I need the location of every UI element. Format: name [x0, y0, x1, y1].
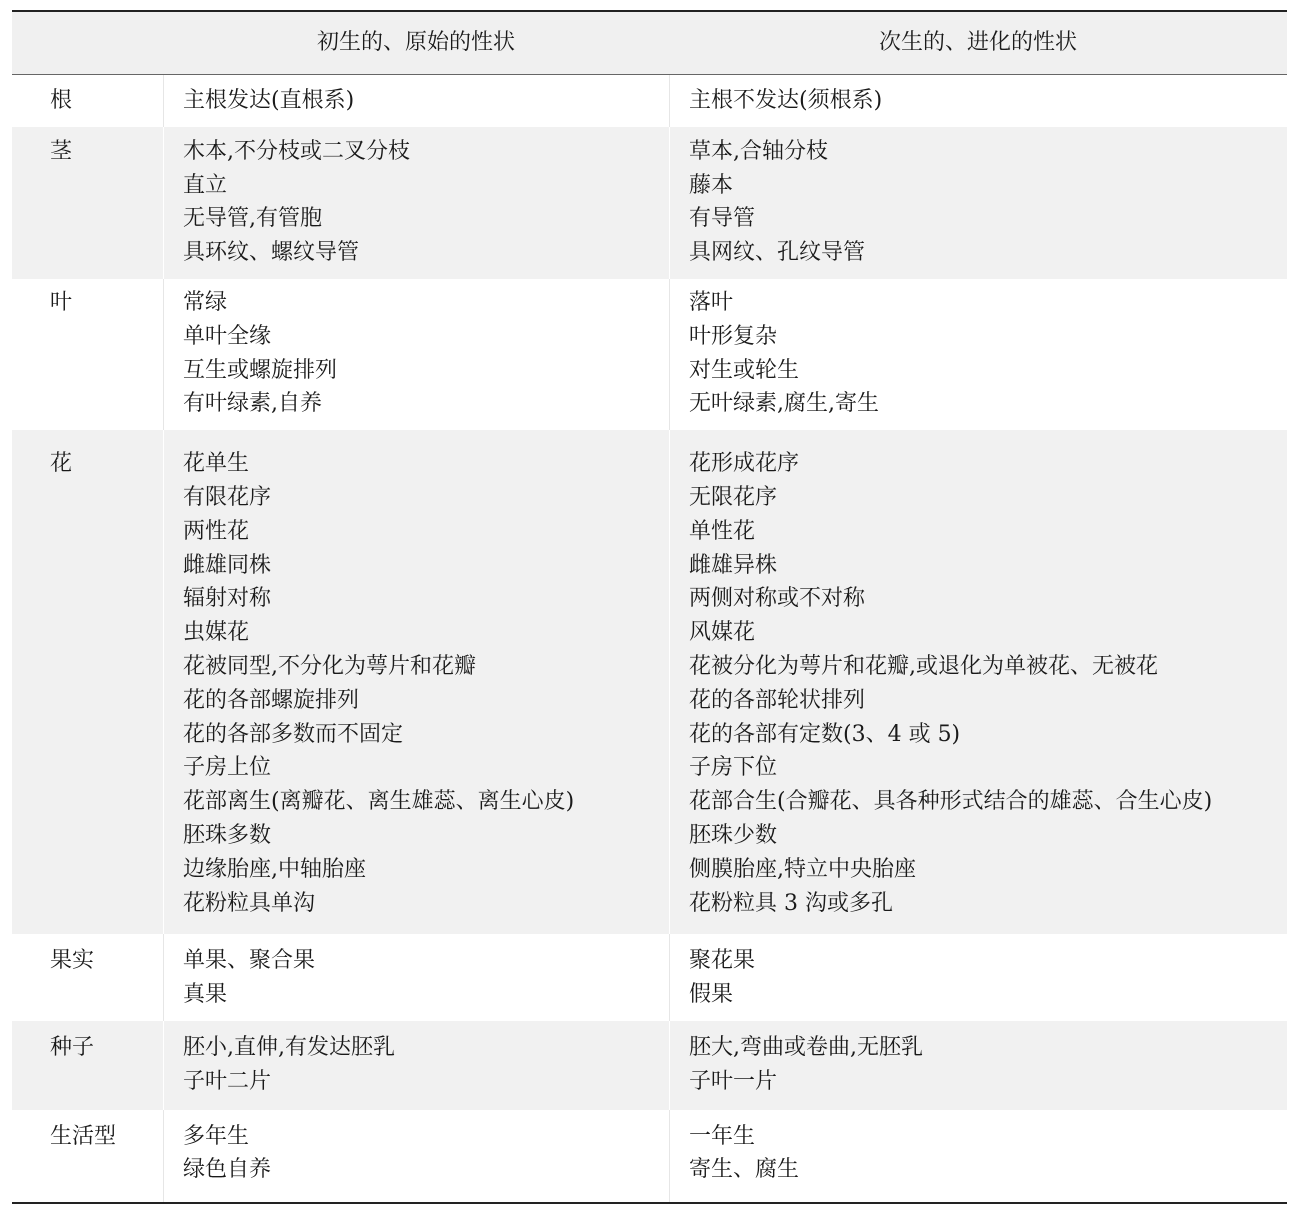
header-category: [12, 12, 163, 74]
row-category: 叶: [50, 289, 73, 315]
trait-line: 木本,不分枝或二叉分枝: [183, 138, 410, 164]
primitive-traits-cell: [163, 934, 669, 1021]
trait-line: 花被分化为萼片和花瓣,或退化为单被花、无被花: [689, 653, 1158, 679]
trait-line: 花的各部多数而不固定: [183, 721, 404, 747]
table-body: [12, 75, 1287, 1202]
trait-line: 对生或轮生: [689, 357, 800, 383]
trait-line: 落叶: [689, 289, 734, 315]
primitive-traits-cell: [163, 75, 669, 127]
table-row: [12, 127, 1287, 279]
advanced-traits-cell: [669, 934, 1287, 1021]
trait-line: 胚小,直伸,有发达胚乳: [183, 1034, 395, 1060]
trait-line: 有叶绿素,自养: [183, 391, 322, 417]
trait-line: 花形成花序: [689, 451, 800, 477]
trait-line: 边缘胎座,中轴胎座: [183, 856, 366, 882]
trait-line: 两侧对称或不对称: [689, 586, 866, 612]
primitive-traits-cell: [163, 127, 669, 279]
trait-line: 绿色自养: [183, 1157, 272, 1183]
trait-line: 聚花果: [689, 948, 756, 974]
trait-line: 具环纹、螺纹导管: [183, 240, 360, 266]
header-advanced-traits: 次生的、进化的性状: [878, 30, 1077, 56]
trait-line: 辐射对称: [183, 586, 272, 612]
trait-comparison-table: [12, 10, 1287, 1204]
trait-line: 花部离生(离瓣花、离生雄蕊、离生心皮): [183, 789, 575, 815]
trait-line: 胚大,弯曲或卷曲,无胚乳: [689, 1034, 923, 1060]
trait-line: 胚珠多数: [183, 822, 272, 848]
row-category: 根: [50, 88, 73, 113]
trait-line: 真果: [183, 982, 228, 1008]
trait-line: 两性花: [183, 518, 250, 544]
trait-line: 一年生: [689, 1123, 756, 1149]
trait-line: 花单生: [183, 451, 250, 477]
trait-line: 雌雄同株: [183, 552, 272, 578]
table-bottom-rule: [12, 1202, 1287, 1204]
trait-line: 子房上位: [183, 755, 272, 781]
advanced-traits-cell: [669, 1110, 1287, 1203]
trait-line: 假果: [689, 982, 734, 1008]
trait-line: 子房下位: [689, 755, 778, 781]
trait-line: 子叶二片: [183, 1068, 272, 1094]
row-category: 果实: [50, 948, 95, 974]
trait-line: 有导管: [689, 206, 756, 232]
trait-line: 单叶全缘: [183, 323, 272, 349]
table-header-row: [12, 12, 1287, 75]
advanced-traits-cell: [669, 75, 1287, 127]
trait-line: 多年生: [183, 1123, 250, 1149]
header-primitive-traits: 初生的、原始的性状: [316, 30, 515, 56]
trait-line: 寄生、腐生: [689, 1157, 800, 1183]
trait-line: 无导管,有管胞: [183, 206, 322, 232]
trait-line: 花的各部有定数(3、4 或 5): [689, 721, 961, 747]
trait-line: 单性花: [689, 518, 756, 544]
trait-line: 主根不发达(须根系): [689, 88, 883, 113]
trait-line: 无限花序: [689, 484, 778, 510]
trait-line: 侧膜胎座,特立中央胎座: [689, 856, 916, 882]
table-row: [12, 75, 1287, 127]
trait-line: 花部合生(合瓣花、具各种形式结合的雄蕊、合生心皮): [689, 789, 1213, 815]
trait-line: 草本,合轴分枝: [689, 138, 828, 164]
table-row: [12, 430, 1287, 934]
trait-line: 直立: [183, 172, 228, 198]
advanced-traits-cell: [669, 1021, 1287, 1110]
table-row: [12, 1021, 1287, 1110]
trait-line: 花的各部螺旋排列: [183, 687, 360, 713]
row-category: 生活型: [50, 1123, 117, 1149]
trait-line: 互生或螺旋排列: [183, 357, 338, 383]
trait-line: 主根发达(直根系): [183, 88, 355, 113]
trait-line: 虫媒花: [183, 620, 250, 646]
trait-line: 藤本: [689, 172, 734, 198]
trait-line: 单果、聚合果: [183, 948, 316, 974]
row-category: 花: [50, 451, 73, 477]
advanced-traits-cell: [669, 279, 1287, 430]
row-category: 种子: [50, 1034, 95, 1060]
trait-line: 有限花序: [183, 484, 272, 510]
trait-line: 花粉粒具单沟: [183, 890, 316, 916]
trait-line: 花的各部轮状排列: [689, 687, 866, 713]
table-row: [12, 934, 1287, 1021]
trait-line: 风媒花: [689, 620, 756, 646]
primitive-traits-cell: [163, 430, 669, 934]
trait-line: 具网纹、孔纹导管: [689, 240, 866, 266]
trait-line: 花被同型,不分化为萼片和花瓣: [183, 653, 476, 679]
trait-line: 雌雄异株: [689, 552, 778, 578]
primitive-traits-cell: [163, 1021, 669, 1110]
row-category: 茎: [50, 138, 73, 164]
trait-line: 胚珠少数: [689, 822, 778, 848]
table-row: [12, 1110, 1287, 1203]
trait-line: 花粉粒具 3 沟或多孔: [689, 890, 893, 916]
trait-line: 无叶绿素,腐生,寄生: [689, 391, 879, 417]
table-row: [12, 279, 1287, 430]
primitive-traits-cell: [163, 1110, 669, 1203]
primitive-traits-cell: [163, 279, 669, 430]
trait-line: 常绿: [183, 289, 228, 315]
advanced-traits-cell: [669, 430, 1287, 934]
advanced-traits-cell: [669, 127, 1287, 279]
trait-line: 叶形复杂: [689, 323, 778, 349]
trait-line: 子叶一片: [689, 1068, 778, 1094]
